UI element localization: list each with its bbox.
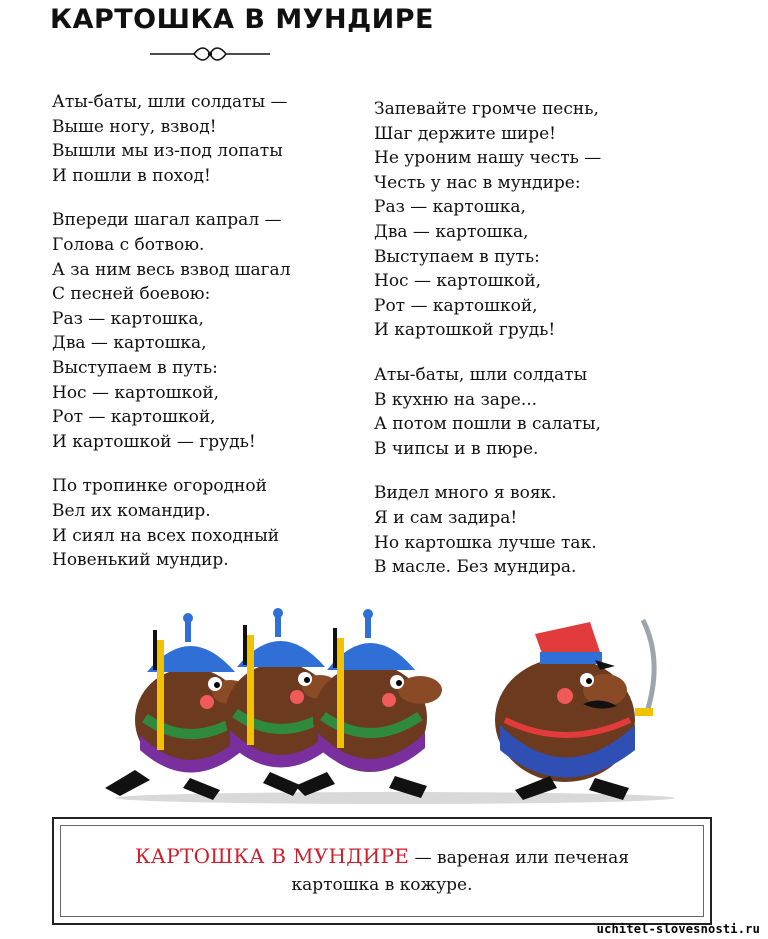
poem-line: И сиял на всех походный — [52, 525, 280, 546]
potato-commander — [495, 620, 654, 800]
poem-line: И картошкой — грудь! — [52, 431, 256, 452]
poem-line: Раз — картошка, — [52, 308, 204, 329]
poem-stanza — [52, 208, 291, 454]
poem-line: Два — картошка, — [52, 333, 207, 354]
definition-box — [52, 817, 712, 925]
poem-stanza — [52, 90, 291, 188]
poem-line: В кухню на заре... — [374, 389, 538, 410]
poem-stanza — [374, 97, 601, 343]
definition-line-1: — вареная или печеная — [409, 848, 629, 868]
poem-line: Запевайте громче песнь, — [374, 99, 599, 119]
poem-line: Но картошка лучше так. — [374, 532, 597, 553]
poem-line: А потом пошли в салаты, — [374, 414, 601, 435]
poem-line: И пошли в поход! — [52, 165, 211, 186]
poem-line: Аты-баты, шли солдаты — [374, 364, 588, 385]
potato-soldiers-illustration — [95, 600, 675, 810]
poem-stanza — [374, 481, 601, 579]
poem-line: Не уроним нашу честь — — [374, 148, 602, 169]
watermark: uchitel-slovesnosti.ru — [596, 922, 760, 936]
poem-line: И картошкой грудь! — [374, 320, 556, 341]
poem-line: Нос — картошкой, — [374, 271, 542, 292]
poem-line: Аты-баты, шли солдаты — — [52, 92, 288, 112]
poem-line: Нос — картошкой, — [52, 382, 220, 403]
poem-line: Честь у нас в мундире: — [374, 172, 581, 193]
poem-line: Вышли мы из-под лопаты — [52, 141, 283, 162]
poem-left-column — [52, 90, 291, 593]
poem-line: Рот — картошкой, — [52, 407, 216, 428]
poem-line: Раз — картошка, — [374, 197, 526, 218]
poem-stanza — [52, 474, 291, 572]
poem-line: Выше ногу, взвод! — [52, 116, 217, 137]
poem-line: Голова с ботвою. — [52, 234, 205, 255]
poem-right-column — [374, 97, 601, 600]
poem-line: По тропинке огородной — [52, 476, 267, 497]
definition-text — [54, 843, 710, 899]
poem-line: Видел много я вояк. — [374, 483, 557, 504]
poem-stanza — [374, 363, 601, 461]
poem-line: А за ним весь взвод шагал — [52, 259, 291, 280]
poem-line: Шаг держите шире! — [374, 123, 557, 144]
poem-line: С песней боевою: — [52, 284, 211, 305]
poem-line: Впереди шагал капрал — — [52, 210, 282, 231]
poem-line: В масле. Без мундира. — [374, 557, 577, 578]
poem-line: Вел их командир. — [52, 500, 211, 521]
poem-line: Рот — картошкой, — [374, 295, 538, 316]
poem-line: Новенький мундир. — [52, 550, 229, 571]
potato-soldier-3 — [295, 609, 442, 798]
poem-line: Выступаем в путь: — [374, 246, 540, 267]
definition-term: КАРТОШКА В МУНДИРЕ — [134, 844, 410, 868]
definition-line-2: картошка в кожуре. — [291, 875, 473, 895]
poem-line: Я и сам задира! — [374, 507, 518, 528]
poem-line: Два — картошка, — [374, 221, 529, 242]
title-ornament — [150, 44, 270, 64]
poem-line: В чипсы и в пюре. — [374, 438, 539, 459]
poem-line: Выступаем в путь: — [52, 357, 218, 378]
page-title: КАРТОШКА В МУНДИРЕ — [50, 4, 434, 35]
